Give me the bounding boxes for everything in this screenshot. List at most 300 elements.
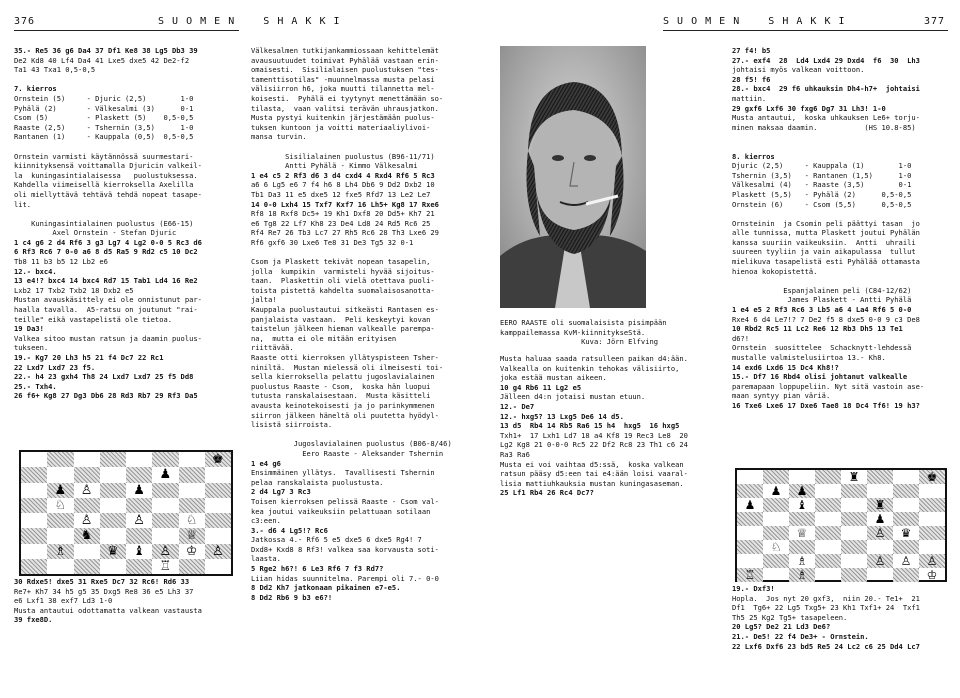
text-line: d6?!	[732, 333, 750, 343]
text-line: mustalle valmistelusiirtoa 13.- Kh8.	[732, 353, 886, 362]
text-line: Musta pystyi kuitenkin järjestämään puolus-	[251, 113, 435, 123]
board-square	[893, 512, 919, 526]
text-line: 22 Lxf6 Dxf6 23 bd5 Re5 24 Lc2 c6 25 Dd4 Lc7	[732, 641, 920, 651]
text-line: Ornstein varmisti käytännössä suurmestari-	[14, 151, 194, 161]
board-square	[100, 513, 126, 528]
column-4-after-diagram	[732, 584, 952, 659]
board-square	[893, 526, 919, 540]
black-pawn-icon: ♟	[159, 467, 172, 483]
text-line: koisesti. Pyhälä ei tyytynyt menettämään so-	[251, 93, 444, 103]
portrait-image	[500, 46, 646, 308]
text-line: Antti Pyhälä - Kimmo Välkesalmi	[251, 161, 418, 171]
text-line: De2 Kd8 40 Lf4 Da4 41 Lxe5 dxe5 42 De2-f2	[14, 55, 190, 65]
board-square	[737, 470, 763, 484]
white-bishop-icon: ♗	[796, 554, 808, 568]
text-line: Kauppala puolustautui sitkeästi Rantasen es-	[251, 305, 439, 315]
photo-caption	[500, 318, 667, 347]
text-line: puolustus Raaste - Csom, koska hän luopui	[251, 381, 431, 391]
board-square	[841, 484, 867, 498]
black-king-icon: ♚	[926, 470, 938, 484]
board-square	[126, 483, 152, 498]
board-square	[919, 568, 945, 582]
text-line: Tb1 Da3 11 e5 dxe5 12 fxe5 Rfd7 13 Le2 Le7	[251, 189, 431, 199]
board-square	[152, 483, 178, 498]
white-pawn-icon: ♙	[212, 543, 224, 559]
text-line	[732, 132, 952, 142]
text-line: hienoa kokopistettä.	[732, 266, 818, 276]
text-line: Ornstein (5) - Djuric (2,5) 1-0	[14, 93, 194, 103]
board-square	[126, 528, 152, 543]
white-king-icon: ♔	[926, 568, 938, 582]
board-square	[74, 498, 100, 513]
board-square	[21, 559, 47, 574]
text-line: Dxd8+ Kxd8 8 Rf3! valkea saa korvausta soti-	[251, 544, 439, 554]
board-square	[100, 498, 126, 513]
left-running-title: S U O M E N S H A K K I	[158, 16, 341, 27]
black-king-icon: ♚	[212, 452, 224, 468]
text-line: Rf6 gxf6 30 Lxe6 Te8 31 De3 Tg5 32 0-1	[251, 237, 414, 247]
board-square	[205, 559, 231, 574]
board-square	[763, 526, 789, 540]
board-square	[763, 470, 789, 484]
board-square	[867, 498, 893, 512]
text-line: 16 Txe6 Lxe6 17 Dxe6 Tae8 18 Dc4 Tf6! 19 h3?	[732, 400, 920, 410]
black-rook-icon: ♜	[874, 498, 886, 512]
text-line: kamppailemassa KvM-kiinnitykseStä.	[500, 327, 646, 337]
board-square	[763, 540, 789, 554]
white-bishop-icon: ♗	[54, 543, 67, 559]
column-2	[251, 46, 479, 671]
text-line: c3:een.	[251, 516, 281, 526]
board-square	[737, 526, 763, 540]
board-square	[205, 467, 231, 482]
text-line: na, mutta ei ole mitään erityisen	[251, 333, 397, 343]
board-square	[126, 467, 152, 482]
text-line: 1 e4 e5 2 Rf3 Rc6 3 Lb5 a6 4 La4 Rf6 5 0-0	[732, 305, 912, 315]
text-line: 28 f5! f6	[732, 74, 771, 84]
text-line: Jugoslavialainen puolustus (B06-8/46)	[251, 439, 452, 449]
text-line: Raaste (2,5) - Tshernin (3,5) 1-0	[14, 122, 194, 132]
text-line: Txh1+ 17 Lxh1 Ld7 18 a4 Kf8 19 Rec3 Le8 20	[500, 430, 688, 440]
board-square	[100, 528, 126, 543]
board-square	[919, 498, 945, 512]
text-line: 14 0-0 Lxh4 15 Txf7 Kxf7 16 Lh5+ Kg8 17 Rxe6	[251, 199, 439, 209]
text-line: laasta.	[251, 554, 281, 564]
board-square	[789, 568, 815, 582]
text-line: haalla tavalla. A5-ratsu on joutunut "rai-	[14, 305, 198, 315]
chess-diagram-right	[735, 468, 947, 582]
text-line: lisistä siirroista.	[251, 420, 333, 430]
text-line: Ensimmäinen yllätys. Tavallisesti Tshernin	[251, 468, 435, 478]
text-line: 30 Rdxe5! dxe5 31 Rxe5 Dc7 32 Rc6! Rd6 33	[14, 577, 190, 586]
board-square	[893, 540, 919, 554]
board-square	[815, 484, 841, 498]
text-line: jolla kumpikin varmisteli hyvää sijoitus-	[251, 266, 435, 276]
text-line: 19.- Kg7 20 Lh3 h5 21 f4 Dc7 22 Rc1	[14, 353, 164, 362]
board-square	[893, 498, 919, 512]
text-line	[14, 209, 242, 219]
board-square	[152, 559, 178, 574]
text-line: johtaisi myös valkean voittoon.	[732, 65, 865, 75]
text-line	[732, 209, 952, 219]
text-line: 28.- bxc4 29 f6 uhkauksin Dh4-h7+ johtaisi	[732, 84, 920, 94]
board-square	[47, 544, 73, 559]
black-pawn-icon: ♟	[796, 484, 808, 498]
text-line	[251, 430, 479, 440]
text-line: Rantanen (1) - Kauppala (0,5) 0,5-0,5	[14, 132, 194, 142]
board-square	[867, 554, 893, 568]
text-line: kanssa suuriin vaikeuksiin. Antti uhraili	[732, 237, 916, 247]
text-line: Th5 25 Kg2 Tg5+ tasapeleen.	[732, 612, 848, 622]
board-square	[126, 513, 152, 528]
column-1	[14, 46, 242, 411]
text-line: Musta haluaa saada ratsulleen paikan d4:ään.	[500, 354, 688, 363]
board-square	[47, 467, 73, 482]
board-square	[919, 540, 945, 554]
left-header-rule	[14, 30, 239, 31]
board-square	[21, 498, 47, 513]
white-pawn-icon: ♙	[80, 513, 93, 529]
text-line: Kuningasintialainen puolustus (E66-15)	[14, 218, 194, 228]
board-square	[737, 568, 763, 582]
board-square	[737, 554, 763, 568]
board-square	[100, 483, 126, 498]
text-line: Kahdella viimeisellä kierroksella Axelilla	[14, 180, 194, 190]
text-line: joka estää mustan aikeen.	[500, 373, 607, 383]
board-square	[789, 512, 815, 526]
board-square	[815, 554, 841, 568]
board-square	[179, 483, 205, 498]
text-line: Liian hidas suunnitelma. Parempi oli 7.- 0-0	[251, 573, 439, 583]
board-square	[919, 526, 945, 540]
board-square	[737, 512, 763, 526]
board-square	[841, 568, 867, 582]
board-square	[179, 467, 205, 482]
text-line: mielikuva tasapelistä esti Pyhälää ottamasta	[732, 257, 920, 267]
board-square	[74, 483, 100, 498]
column-3	[500, 354, 688, 514]
text-line: 27 f4! b5	[732, 46, 771, 55]
board-square	[841, 540, 867, 554]
white-pawn-icon: ♙	[874, 554, 886, 568]
text-line: 19 Da3!	[14, 324, 44, 334]
white-queen-icon: ♕	[185, 528, 198, 544]
board-square	[205, 544, 231, 559]
board-square	[867, 526, 893, 540]
white-knight-icon: ♘	[54, 497, 67, 513]
black-pawn-icon: ♟	[744, 498, 756, 512]
text-line: 12.- bxc4.	[14, 266, 57, 276]
text-line: toista pistettä kahdelta suomalaisosanotta-	[251, 285, 435, 295]
text-line: 6 Rf3 Rc6 7 0-0 a6 8 d5 Ra5 9 Rd2 c5 10 Dc2	[14, 247, 198, 257]
text-line	[251, 142, 479, 152]
text-line: omaisesti. Sisilialaisen puolustuksen "tes-	[251, 65, 439, 75]
text-line: Re7+ Kh7 34 h5 g5 35 Dxg5 Re8 36 e5 Lh3 37	[14, 586, 194, 596]
text-line: alle tunnissa, mutta Plaskett joutui Pyhälän	[732, 228, 920, 238]
right-running-title: S U O M E N S H A K K I	[663, 16, 846, 27]
board-square	[179, 559, 205, 574]
text-line: Ornstein (6) - Csom (5,5) 0,5-0,5	[732, 199, 912, 209]
board-square	[893, 470, 919, 484]
text-line: tutusta ranskalaisestaan. Musta käsitteli	[251, 391, 431, 401]
board-square	[100, 544, 126, 559]
board-square	[152, 513, 178, 528]
text-line: Rf8 18 Rxf8 Dc5+ 19 Kh1 Dxf8 20 Dd5+ Kh7 21	[251, 209, 435, 219]
text-line: lit.	[14, 199, 32, 209]
board-square	[841, 512, 867, 526]
board-square	[74, 528, 100, 543]
board-square	[47, 559, 73, 574]
black-pawn-icon: ♟	[770, 484, 782, 498]
board-square	[815, 568, 841, 582]
board-square	[867, 484, 893, 498]
text-line: Ornsteinin ja Csomin peli päättyi tasan jo	[732, 218, 920, 228]
text-line: taistelun jälkeen hieman valkealle parempa-	[251, 324, 435, 334]
board-square	[100, 452, 126, 467]
text-line: Kuva: Jörn Elfving	[500, 337, 659, 347]
text-line: 8. kierros	[732, 151, 775, 161]
text-line: Mustan avauskäsittely ei ole onnistunut par-	[14, 295, 202, 305]
board-square	[789, 540, 815, 554]
board-square	[841, 554, 867, 568]
text-line: 13 d5 Rb4 14 Rb5 Ra6 15 h4 hxg5 16 hxg5	[500, 421, 680, 431]
text-line: Pyhälä (2) - Välkesalmi (3) 0-1	[14, 103, 194, 113]
board-square	[737, 540, 763, 554]
board-square	[74, 513, 100, 528]
text-line: 15.- Df7 16 Rbd4 olisi johtanut valkealle	[732, 372, 908, 382]
right-header-rule	[663, 30, 948, 31]
text-line: kea joutui vaikeuksiin pelattuaan sotilaan	[251, 506, 431, 516]
board-square	[919, 512, 945, 526]
board-square	[789, 526, 815, 540]
text-line: avausuutuudet toimivat Pyhälää vastaan erin-	[251, 55, 439, 65]
white-bishop-icon: ♗	[796, 568, 808, 582]
board-square	[893, 568, 919, 582]
text-line: sella kierroksella pelattu jugoslavialainen	[251, 372, 435, 382]
text-line: Ornstein suosittelee Schacknytt-lehdessä	[732, 343, 912, 353]
board-square	[815, 526, 841, 540]
text-line: mansa turvin.	[251, 132, 307, 142]
white-pawn-icon: ♙	[926, 554, 938, 568]
text-line: Välkesalmen tutkijankammiossaan kehittelemät	[251, 46, 439, 55]
text-line: oli miellyttävä tehtävä tehdä nopeat tasape-	[14, 189, 202, 199]
right-page-number: 377	[924, 16, 946, 27]
text-line: Djuric (2,5) - Kauppala (1) 1-0	[732, 161, 912, 171]
black-queen-icon: ♛	[900, 526, 912, 540]
black-rook-icon: ♜	[848, 470, 860, 484]
board-square	[205, 513, 231, 528]
white-pawn-icon: ♙	[159, 543, 172, 559]
board-square	[21, 528, 47, 543]
board-square	[152, 528, 178, 543]
board-square	[737, 498, 763, 512]
board-square	[205, 483, 231, 498]
text-line: panjalaista vastaan. Peli keskeytyi kovan	[251, 314, 431, 324]
board-square	[21, 513, 47, 528]
text-line: 3.- d6 4 Lg5!? Rc6	[251, 525, 328, 535]
board-square	[205, 528, 231, 543]
black-bishop-icon: ♝	[133, 543, 145, 559]
board-square	[74, 544, 100, 559]
text-line: Musta ei voi vaihtaa d5:ssä, koska valkean	[500, 459, 684, 469]
board-square	[815, 498, 841, 512]
board-square	[100, 467, 126, 482]
text-line	[14, 142, 242, 152]
text-line: Eero Raaste - Aleksander Tshernin	[251, 448, 444, 458]
board-square	[152, 452, 178, 467]
text-line: 29 gxf6 Lxf6 30 fxg6 Dg7 31 Lh3! 1-0	[732, 103, 886, 113]
column-1-after-diagram	[14, 577, 242, 627]
black-queen-icon: ♛	[107, 543, 119, 559]
board-square	[126, 498, 152, 513]
board-square	[789, 554, 815, 568]
board-square	[841, 498, 867, 512]
text-line: Tb8 11 b3 b5 12 Lb2 e6	[14, 257, 108, 267]
board-square	[21, 452, 47, 467]
text-line: 25 Lf1 Rb4 26 Rc4 Dc7?	[500, 488, 594, 498]
text-line	[732, 276, 952, 286]
text-line: tukseen.	[14, 343, 49, 353]
text-line: Valkealla on kuitenkin tehokas välisiirto,	[500, 363, 680, 373]
board-square	[179, 498, 205, 513]
board-square	[47, 498, 73, 513]
board-square	[841, 470, 867, 484]
board-square	[205, 498, 231, 513]
text-line: paremapaan loppupeliin. Nyt sitä vastoin ase-	[732, 381, 925, 391]
text-line: Ra3 Ra6	[500, 449, 530, 459]
board-square	[789, 470, 815, 484]
text-line: Jälleen d4:n jotaisi mustan etuun.	[500, 392, 646, 402]
text-line: teille" eikä vastapelistä ole tietoa.	[14, 314, 173, 324]
text-line	[251, 247, 479, 257]
board-square	[919, 470, 945, 484]
text-line: Musta antautui odottamatta valkean vastausta	[14, 605, 202, 615]
text-line: 12.- De7	[500, 401, 535, 411]
text-line: Plaskett (5,5) - Pyhälä (2) 0,5-0,5	[732, 189, 912, 199]
board-square	[815, 470, 841, 484]
board-square	[763, 512, 789, 526]
text-line: 22 Lxd7 Lxd7 23 f5.	[14, 362, 96, 372]
white-king-icon: ♔	[185, 543, 198, 559]
text-line: Jatkossa 4.- Rf6 5 e5 dxe5 6 dxe5 Rg4! 7	[251, 535, 422, 545]
text-line: niniltä. Mustan mielessä oli ilmeisesti toi-	[251, 362, 444, 372]
text-line: kiinnityksensä voittamalla Djuricin valkeil-	[14, 161, 202, 171]
text-line: Rf4 Re7 26 Tb3 Lc7 27 Rh5 Rc6 28 Th3 Lxe6 29	[251, 228, 439, 238]
board-square	[47, 513, 73, 528]
text-line: Rxe4 6 d4 Le7!? 7 De2 f5 8 dxe5 0-0 9 c3 De8	[732, 314, 920, 324]
board-square	[841, 526, 867, 540]
text-line: 27.- exf4 28 Ld4 Lxd4 29 Dxd4 f6 30 Lh3	[732, 55, 920, 65]
text-line: Valkea sitoo mustan ratsun ja daamin puolus-	[14, 333, 202, 343]
black-pawn-icon: ♟	[874, 512, 886, 526]
board-square	[74, 559, 100, 574]
board-square	[815, 540, 841, 554]
text-line: ratsun pääsy d5:een tai e4:ään loisi vaaral-	[500, 469, 688, 479]
board-square	[152, 467, 178, 482]
text-line: a6 6 Lg5 e6 7 f4 h6 8 Lh4 Db6 9 Dd2 Dxb2 10	[251, 180, 435, 190]
text-line: 26 f6+ Kg8 27 Dg3 Db6 28 Rd3 Rb7 29 Rf3 Da5	[14, 391, 198, 401]
board-square	[152, 544, 178, 559]
chess-diagram-left	[19, 450, 233, 576]
board-square	[867, 568, 893, 582]
text-line: 10 g4 Rb6 11 Lg2 e5	[500, 382, 582, 392]
board-square	[893, 554, 919, 568]
text-line: 5 Rge2 h6?! 6 Le3 Rf6 7 f3 Rd7?	[251, 564, 384, 574]
text-line: suureen tyyliin ja vain aikapulassa tullut	[732, 247, 916, 257]
text-line: Espanjalainen peli (C84-12/62)	[732, 285, 912, 295]
board-square	[47, 452, 73, 467]
text-line: 8 Dd2 Kh7 jatkonaan pikainen e7-e5.	[251, 583, 401, 593]
text-line	[14, 75, 242, 85]
text-line: 22.- h4 23 gxh4 Th8 24 Lxd7 Lxd7 25 f5 Dd8	[14, 372, 194, 382]
text-line: minen maksaa daamin. (HS 10.8-85)	[732, 122, 916, 132]
board-square	[47, 483, 73, 498]
text-line: pelaa ranskalaista puolustusta.	[251, 477, 384, 487]
text-line: riittävää.	[251, 343, 294, 353]
text-line: Lxb2 17 Txb2 Txb2 18 Dxb2 e5	[14, 285, 134, 295]
text-line: tuksen kuntoon ja voitti materiaaliylivoi-	[251, 122, 431, 132]
text-line: Välkesalmi (4) - Raaste (3,5) 0-1	[732, 180, 912, 190]
text-line: tamenttisotilas" -muunnelmassa musta pelasi	[251, 74, 435, 84]
text-line: 10 Rbd2 Rc5 11 Lc2 Re6 12 Rb3 Dh5 13 Te1	[732, 324, 903, 334]
board-square	[126, 544, 152, 559]
text-line: Raaste otti kierroksen yllätyspisteen Tsher-	[251, 353, 439, 362]
board-square	[47, 528, 73, 543]
text-line: Csom ja Plaskett tekivät nopean tasapelin,	[251, 257, 431, 267]
board-square	[815, 512, 841, 526]
board-square	[179, 544, 205, 559]
text-line: EERO RAASTE oli suomalaisista pisimpään	[500, 318, 667, 327]
text-line: 13 e4!? bxc4 14 bxc4 Rd7 15 Tab1 Ld4 16 Re2	[14, 276, 198, 286]
text-line: e6 Tg8 22 Lf7 Kh8 23 De4 Ld8 24 Rd5 Rc6 25	[251, 218, 431, 228]
white-knight-icon: ♘	[185, 513, 198, 529]
text-line: 25.- Txh4.	[14, 381, 57, 391]
board-square	[21, 467, 47, 482]
text-line: mattiin.	[732, 93, 767, 103]
black-pawn-icon: ♟	[54, 482, 67, 498]
text-line: jalta!	[251, 295, 277, 305]
board-square	[21, 544, 47, 559]
text-line: Df1 Tg6+ 22 Lg5 Txg5+ 23 Kh1 Txf1+ 24 Txf1	[732, 603, 920, 613]
white-pawn-icon: ♙	[874, 526, 886, 540]
text-line: 21.- De5! 22 f4 De3+ - Ornstein.	[732, 631, 869, 641]
board-square	[74, 467, 100, 482]
text-line: 2 d4 Lg7 3 Rc3	[251, 487, 311, 497]
black-bishop-icon: ♝	[796, 498, 808, 512]
board-square	[867, 540, 893, 554]
text-line	[732, 142, 952, 152]
board-square	[152, 498, 178, 513]
text-line: Csom (5) - Plaskett (5) 0,5-0,5	[14, 113, 194, 123]
board-square	[100, 559, 126, 574]
text-line: Toisen kierroksen pelissä Raaste - Csom val-	[251, 496, 439, 506]
text-line: 1 e4 c5 2 Rf3 d6 3 d4 cxd4 4 Rxd4 Rf6 5 Rc3	[251, 170, 435, 180]
board-square	[919, 554, 945, 568]
text-line: välisiirron h6, joka muutti tilannetta mel-	[251, 84, 435, 94]
text-line: Musta antautui, koska uhkauksen Le6+ torju-	[732, 113, 920, 123]
left-page-number: 376	[14, 16, 36, 27]
text-line: 1 c4 g6 2 d4 Rf6 3 g3 Lg7 4 Lg2 0-0 5 Rc3 d6	[14, 237, 202, 247]
text-line: 8 Dd2 Rb6 9 b3 e6?!	[251, 592, 333, 602]
text-line: 7. kierros	[14, 84, 57, 94]
board-square	[867, 512, 893, 526]
text-line: lisia mattiuhkauksia mustan kuningasaseman.	[500, 478, 684, 488]
text-line: Hopla. Jos nyt 20 gxf3, niin 20.- Te1+ 21	[732, 593, 920, 603]
text-line: 39 fxe8D.	[14, 615, 53, 625]
text-line: 14 exd6 Lxd6 15 Dc4 Kh8!?	[732, 362, 839, 372]
text-line: 35.- Re5 36 g6 Da4 37 Df1 Ke8 38 Lg5 Db3 39	[14, 46, 198, 55]
text-line: Sisilialainen puolustus (B96-11/71)	[251, 151, 435, 161]
